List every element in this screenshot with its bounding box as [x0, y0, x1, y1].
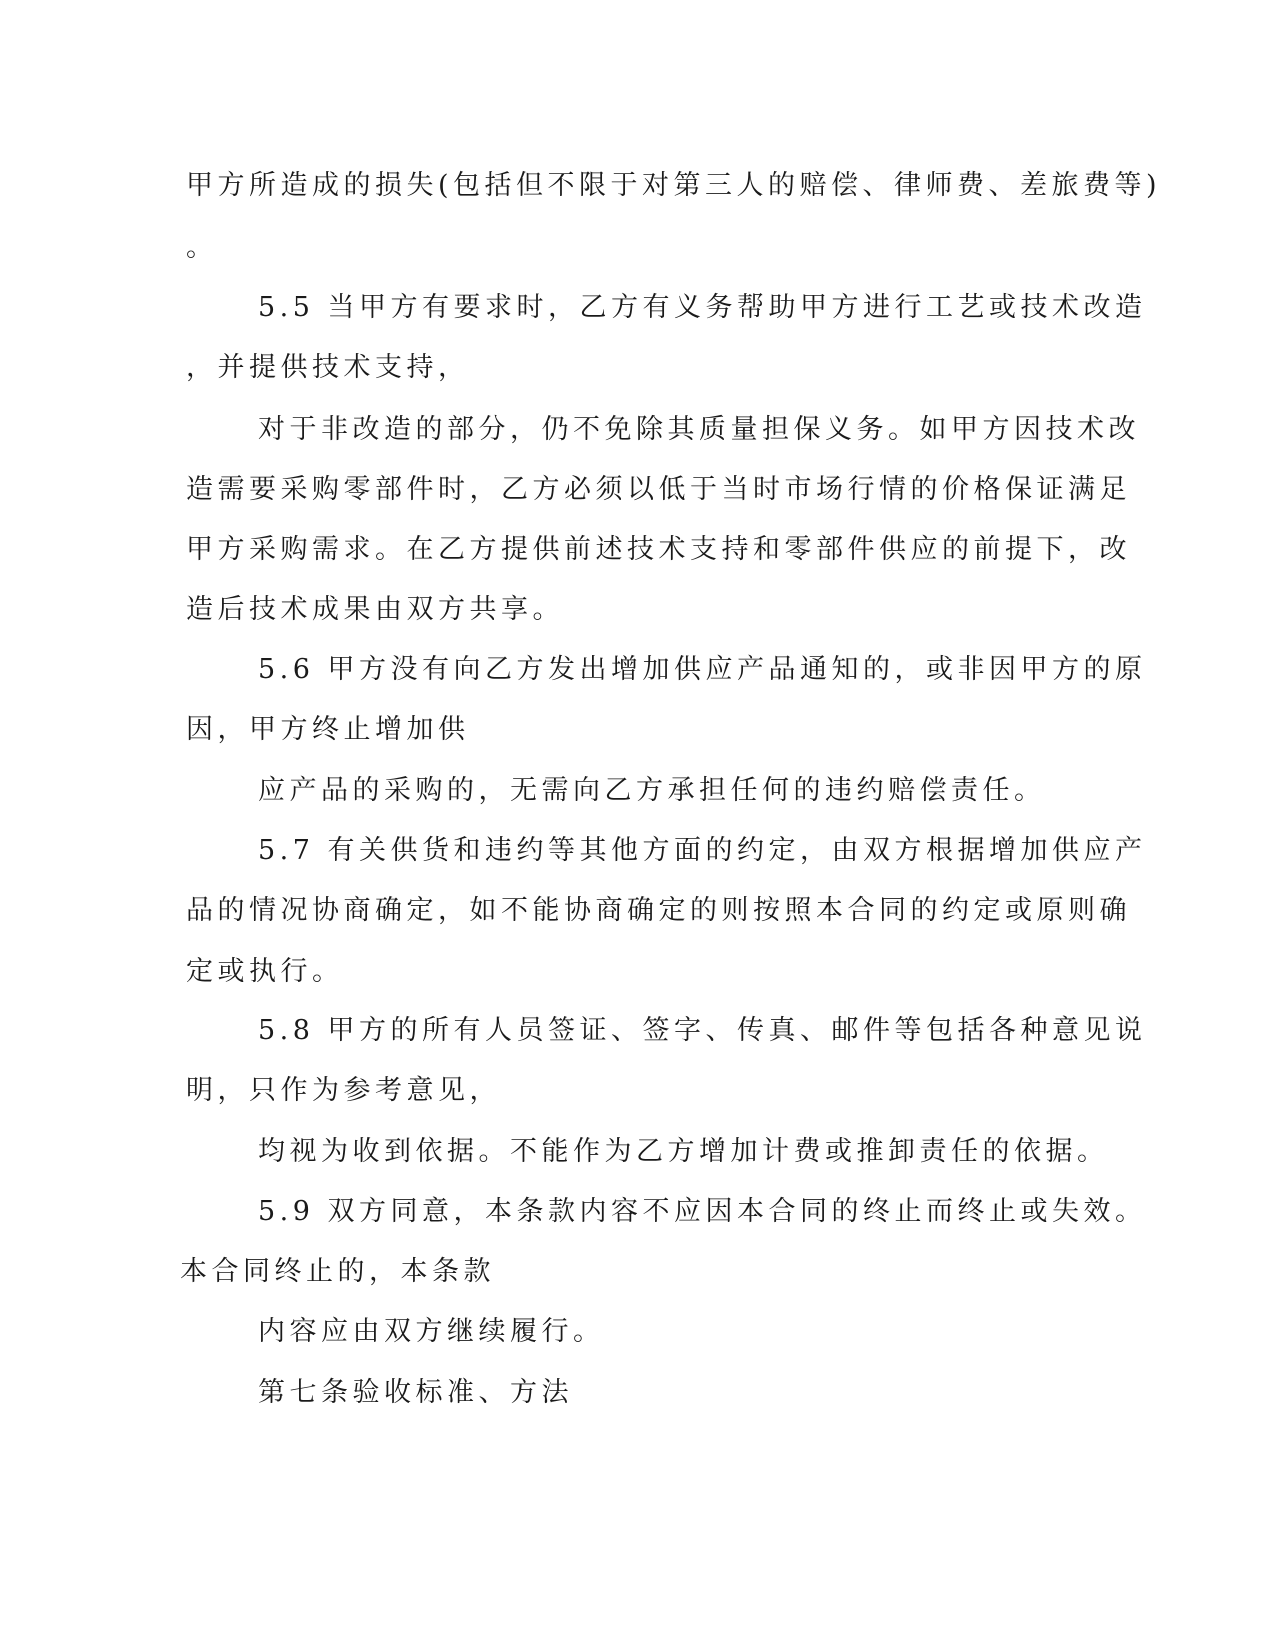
text-line: 本合同终止的，本条款 [180, 1256, 495, 1287]
text-line: 甲方采购需求。在乙方提供前述技术支持和零部件供应的前提下，改 [186, 534, 1131, 565]
text-line: 5.5 当甲方有要求时，乙方有义务帮助甲方进行工艺或技术改造 [258, 292, 1147, 323]
text-line: 对于非改造的部分，仍不免除其质量担保义务。如甲方因技术改 [258, 414, 1140, 445]
text-line: 5.9 双方同意，本条款内容不应因本合同的终止而终止或失效。 [258, 1196, 1147, 1227]
text-line: ，并提供技术支持， [186, 352, 470, 383]
text-line: 。 [186, 232, 218, 263]
text-line: 甲方所造成的损失(包括但不限于对第三人的赔偿、律师费、差旅费等) [186, 170, 1162, 201]
text-line: 应产品的采购的，无需向乙方承担任何的违约赔偿责任。 [258, 775, 1046, 806]
text-line: 内容应由双方继续履行。 [258, 1316, 605, 1347]
text-line: 造后技术成果由双方共享。 [186, 594, 564, 625]
text-line: 明，只作为参考意见， [186, 1075, 501, 1106]
text-line: 5.7 有关供货和违约等其他方面的约定，由双方根据增加供应产 [258, 835, 1147, 866]
text-line: 定或执行。 [186, 956, 344, 987]
text-line: 因，甲方终止增加供 [186, 714, 470, 745]
section-heading: 第七条验收标准、方法 [258, 1377, 573, 1408]
text-line: 5.6 甲方没有向乙方发出增加供应产品通知的，或非因甲方的原 [258, 654, 1147, 685]
text-line: 均视为收到依据。不能作为乙方增加计费或推卸责任的依据。 [258, 1136, 1109, 1167]
text-line: 5.8 甲方的所有人员签证、签字、传真、邮件等包括各种意见说 [258, 1015, 1147, 1046]
text-line: 品的情况协商确定，如不能协商确定的则按照本合同的约定或原则确 [186, 895, 1131, 926]
text-line: 造需要采购零部件时，乙方必须以低于当时市场行情的价格保证满足 [186, 474, 1131, 505]
